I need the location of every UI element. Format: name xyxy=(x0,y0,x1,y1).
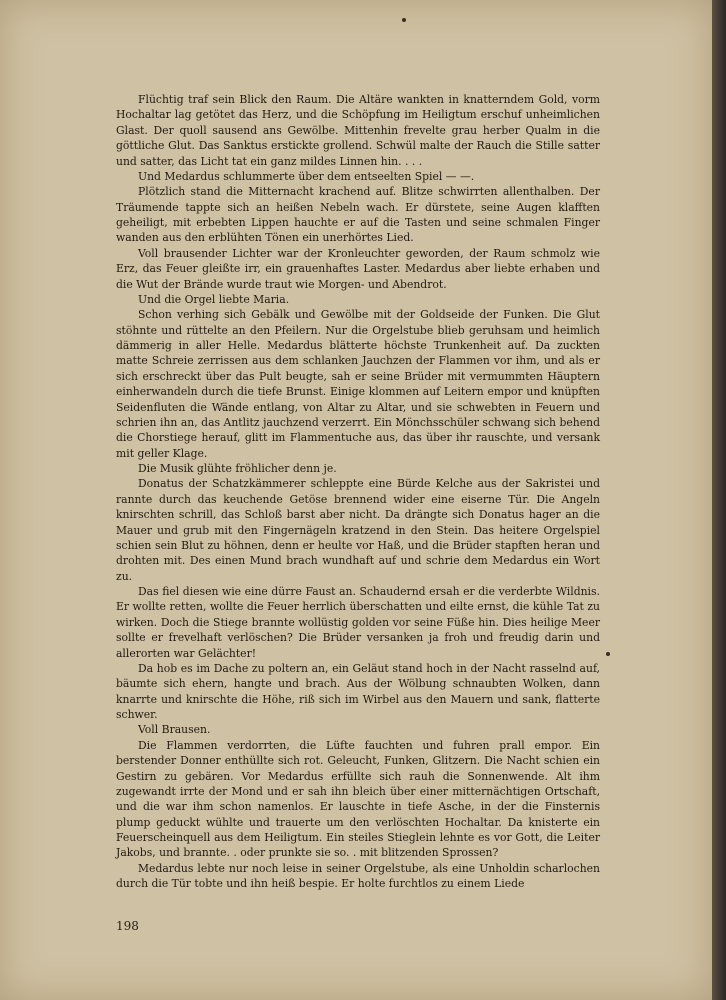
paragraph: Donatus der Schatzkämmerer schleppte eine Bürde Kelche aus der Sakristei und rannte durch das keuchende Getöse brennend wider eine eiserne Tür. Die Angeln knirschten schrill, das Schloß barst aber nicht. Da drängte sich Donatus hager an die Mauer und grub mit den Fingernägeln kratzend in den Stein. Das heitere Orgelspiel schien sein Blut zu höhnen, denn er heulte vor Haß, und die Brüder stapften heran und drohten mit. Des einen Mund brach wundhaft auf und schrie dem Medardus ein Wort zu. xyxy=(116,477,600,583)
paragraph: Und die Orgel liebte Maria. xyxy=(138,292,290,306)
paragraph: Medardus lebte nur noch leise in seiner Orgelstube, als eine Unholdin scharlochen durch die Tür tobte und ihn heiß bespie. Er holte furchtlos zu einem Liede xyxy=(116,861,600,891)
paragraph: Die Musik glühte fröhlicher denn je. xyxy=(138,462,337,475)
paragraph: Flüchtig traf sein Blick den Raum. Die Altäre wankten in knatterndem Gold, vorm Hochaltar lag getötet das Herz, und die Schöpfung im Heiligtum erschuf unheimlichen Glast. Der quoll sausend ans Gewölbe. Mittenhin frevelte grau herber Qualm in die göttliche Glut. Das Sanktus erstickte grollend. Schwül malte der Rauch die Stille satter und satter, das Licht tat ein ganz mildes Linnen hin. . . . xyxy=(116,93,600,168)
page-number: 198 xyxy=(116,919,139,933)
page-edge-shadow xyxy=(712,0,726,1000)
body-text xyxy=(116,92,600,892)
paragraph: Plötzlich stand die Mitternacht krachend auf. Blitze schwirrten allenthalben. Der Träumende tappte sich an heißen Nebeln wach. Er dürstete, seine Augen klafften geheiligt, mit erbebten Lippen hauchte er auf die Tasten und seine schmalen Finger wanden aus den erblühten Tönen ein unerhörtes Lied. xyxy=(116,185,600,245)
paragraph: Das fiel diesen wie eine dürre Faust an. Schaudernd ersah er die verderbte Wildnis. Er wollte retten, wollte die Feuer herrlich überschatten und eilte ernst, die kühle Tat zu wirken. Doch die Stiege brannte wollüstig golden vor seine Füße hin. Dies heilige Meer sollte er frevelhaft verlöschen? Die Brüder versanken ja froh und freudig darin und allerorten war Gelächter! xyxy=(116,585,600,660)
ink-speck xyxy=(402,18,406,22)
ink-speck xyxy=(606,652,610,656)
paragraph: Voll Brausen. xyxy=(138,723,211,737)
paragraph: Schon verhing sich Gebälk und Gewölbe mit der Goldseide der Funken. Die Glut stöhnte und rüttelte an den Pfeilern. Nur die Orgelstube blieb geruhsam und heimlich dämmerig in aller Helle. Medardus blätterte höchste Trunkenheit auf. Da zuckten matte Schreie zerrissen aus dem schlanken Jauchzen der Flammen vor ihm, und als er sich erschreckt über das Pult beugte, sah er seine Brüder mit vermummten Häuptern einherwandeln durch die tiefe Brunst. Einige klommen auf Leitern empor und knüpften Seidenfluten die Wände entlang, von Altar zu Altar, und sie schwebten in Feuern und schrien ihn an, das Antlitz jauchzend verzerrt. Ein Mönchsschüler schwang sich behend die Chorstiege herauf, glitt im Flammentuche aus, das über ihr rauschte, und versank mit geller Klage. xyxy=(116,308,600,460)
paragraph: Da hob es im Dache zu poltern an, ein Geläut stand hoch in der Nacht rasselnd auf, bäumte sich ehern, hangte und brach. Aus der Wölbung schnaubten Wolken, dann knarrte und knirschte die Höhe, riß sich im Wirbel aus den Mauern und sank, flatterte schwer. xyxy=(116,661,600,721)
paragraph: Voll brausender Lichter war der Kronleuchter geworden, der Raum schmolz wie Erz, das Feuer gleißte irr, ein grauenhaftes Laster. Medardus aber liebte erhaben und die Wut der Brände wurde traut wie Morgen- und Abendrot. xyxy=(116,246,600,291)
paragraph: Und Medardus schlummerte über dem entseelten Spiel — —. xyxy=(138,169,475,183)
paragraph: Die Flammen verdorrten, die Lüfte fauchten und fuhren prall empor. Ein berstender Donner enthüllte sich rot. Geleucht, Funken, Glitzern. Die Nacht schien ein Gestirn zu gebären. Vor Medardus erfüllte sich rauh die Sonnenwende. Alt ihm zugewandt irrte der Mond und er sah ihn bleich über einer mitternächtigen Ortschaft, und die war ihm schon namenlos. Er lauschte in tiefe Asche, in der die Finsternis plump geduckt wühlte und trauerte um den verlöschten Hochaltar. Da knisterte ein Feuerscheinquell aus dem Heiligtum. Ein steiles Stieglein lehnte es vor Gott, die Leiter Jakobs, und brannte. . oder prunkte sie so. . mit blitzenden Sprossen? xyxy=(116,738,600,860)
